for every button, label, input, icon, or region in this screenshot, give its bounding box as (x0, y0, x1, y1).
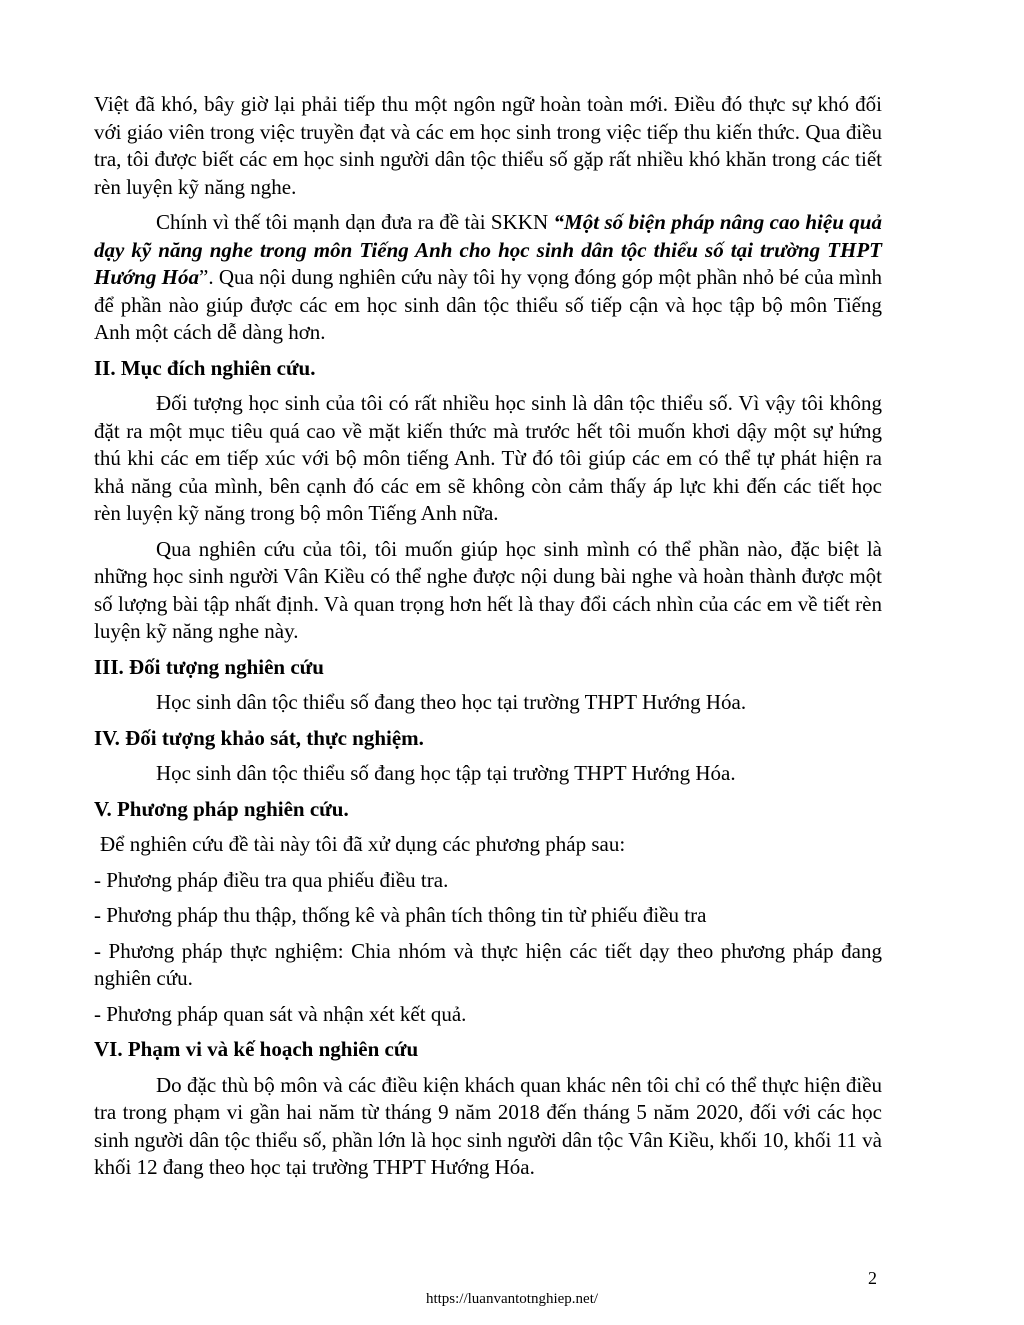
paragraph-intro-continued: Việt đã khó, bây giờ lại phải tiếp thu một ngôn ngữ hoàn toàn mới. Điều đó thực sự khó đối với giáo viên trong việc truyền đạt và các em học sinh trong việc tiếp thu kiến thức. Qua điều tra, tôi được biết các em học sinh người dân tộc thiểu số gặp rất nhiều khó khăn trong các tiết rèn luyện kỹ năng nghe. (94, 92, 882, 199)
heading-research-methods: V. Phương pháp nghiên cứu. (94, 796, 349, 821)
paragraph-scope-plan: Do đặc thù bộ môn và các điều kiện khách quan khác nên tôi chỉ có thể thực hiện điều tra trong phạm vi gần hai năm từ tháng 9 năm 2018 đến tháng 5 năm 2020, đối với các học sinh người dân tộc thiểu số, phần lớn là học sinh người dân tộc Vân Kiều, khối 10, khối 11 và khối 12 đang theo học tại trường THPT Hướng Hóa. (94, 1072, 882, 1179)
heading-research-purpose: II. Mục đích nghiên cứu. (94, 355, 316, 380)
document-page (94, 91, 882, 1190)
method-item: - Phương pháp điều tra qua phiếu điều tra. (94, 867, 449, 892)
paragraph-survey-subject: Học sinh dân tộc thiểu số đang học tập tại trường THPT Hướng Hóa. (156, 761, 736, 785)
paragraph-topic-statement (94, 209, 882, 347)
page-number: 2 (868, 1268, 877, 1288)
heading-scope-plan: VI. Phạm vi và kế hoạch nghiên cứu (94, 1037, 419, 1061)
paragraph-methods-intro: Để nghiên cứu đề tài này tôi đã xử dụng các phương pháp sau: (100, 832, 626, 856)
topic-outro-text: ”. Qua nội dung nghiên cứu này tôi hy vọng đóng góp một phần nhỏ bé của mình để phần nào giúp được các em học sinh dân tộc thiểu số tiếp cận và học tập bộ môn Tiếng Anh một cách dễ dàng hơn. (94, 265, 882, 344)
method-item: - Phương pháp thu thập, thống kê và phân tích thông tin từ phiếu điều tra (94, 903, 707, 927)
paragraph-research-subject: Học sinh dân tộc thiểu số đang theo học tại trường THPT Hướng Hóa. (156, 690, 747, 714)
topic-intro-text: Chính vì thế tôi mạnh dạn đưa ra đề tài SKKN (156, 210, 554, 234)
paragraph-purpose-2: Qua nghiên cứu của tôi, tôi muốn giúp học sinh mình có thể phần nào, đặc biệt là những học sinh người Vân Kiều có thể nghe được nội dung bài nghe và hoàn thành được một số lượng bài tập nhất định. Và quan trọng hơn hết là thay đổi cách nhìn của các em về tiết rèn luyện kỹ năng nghe này. (94, 536, 882, 643)
method-item: - Phương pháp quan sát và nhận xét kết quả. (94, 1001, 467, 1026)
heading-survey-subject: IV. Đối tượng khảo sát, thực nghiệm. (94, 725, 424, 750)
paragraph-purpose-1: Đối tượng học sinh của tôi có rất nhiều học sinh là dân tộc thiểu số. Vì vậy tôi không đặt ra một mục tiêu quá cao về mặt kiến thức mà trước hết tôi muốn khơi dậy một sự hứng thú khi các em tiếp xúc với bộ môn tiếng Anh. Từ đó tôi giúp các em có thể tự phát hiện ra khả năng của mình, bên cạnh đó các em sẽ không còn cảm thấy áp lực khi đến các tiết học rèn luyện kỹ năng trong bộ môn Tiếng Anh nữa. (94, 391, 882, 525)
method-item: - Phương pháp thực nghiệm: Chia nhóm và thực hiện các tiết dạy theo phương pháp đang nghiên cứu. (94, 938, 882, 990)
topic-title: “Một số biện pháp nâng cao hiệu quả dạy kỹ năng nghe trong môn Tiếng Anh cho học sinh dân tộc thiểu số tại trường THPT Hướng Hóa (94, 210, 882, 289)
footer-url[interactable]: https://luanvantotnghiep.net/ (425, 1291, 599, 1307)
heading-research-subject: III. Đối tượng nghiên cứu (94, 654, 324, 679)
